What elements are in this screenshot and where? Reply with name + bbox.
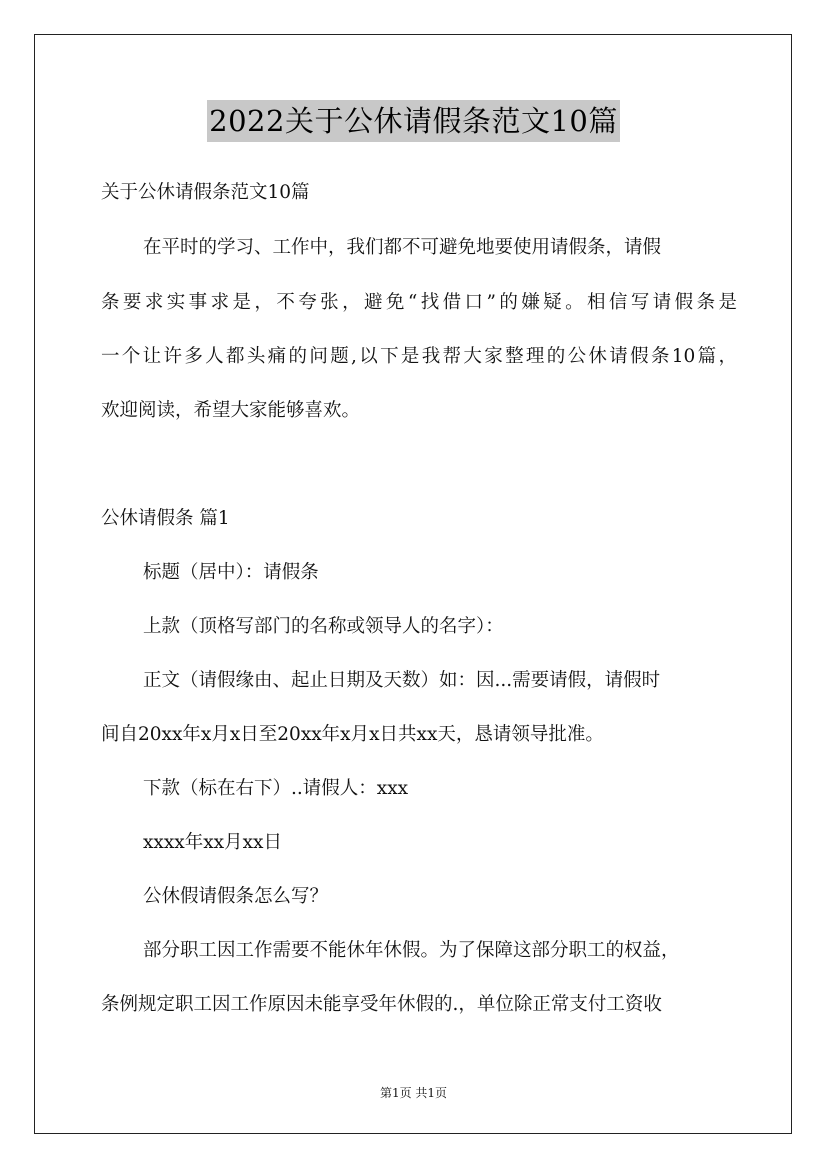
page-footer: 第1页 共1页 <box>379 1086 448 1100</box>
body-line: 下款（标在右下）..请假人：xxx <box>143 778 409 799</box>
section-heading: 公休请假条 篇1 <box>101 508 230 529</box>
intro-line-3: 一个让许多人都头痛的问题,以下是我帮大家整理的公休请假条10篇， <box>101 346 737 367</box>
body-line: 公休假请假条怎么写？ <box>143 886 329 907</box>
body-line: 间自20xx年x月x日至20xx年x月x日共xx天，恳请领导批准。 <box>101 724 604 745</box>
body-line: xxxx年xx月xx日 <box>143 832 282 853</box>
document-title: 2022关于公休请假条范文10篇 <box>207 100 620 142</box>
body-line: 正文（请假缘由、起止日期及天数）如：因...需要请假，请假时 <box>143 670 661 691</box>
title-container <box>0 100 827 142</box>
intro-line-1: 在平时的学习、工作中，我们都不可避免地要使用请假条，请假 <box>143 237 662 258</box>
body-line: 标题（居中）：请假条 <box>143 562 319 583</box>
intro-line-2: 条要求实事求是，不夸张，避免“找借口”的嫌疑。相信写请假条是 <box>101 292 737 313</box>
intro-line-4: 欢迎阅读，希望大家能够喜欢。 <box>101 400 361 421</box>
body-line: 部分职工因工作需要不能休年休假。为了保障这部分职工的权益， <box>143 940 680 961</box>
body-line: 上款（顶格写部门的名称或领导人的名字）： <box>143 616 504 637</box>
body-line: 条例规定职工因工作原因未能享受年休假的.，单位除正常支付工资收 <box>101 994 662 1015</box>
subtitle-line: 关于公休请假条范文10篇 <box>101 182 310 203</box>
